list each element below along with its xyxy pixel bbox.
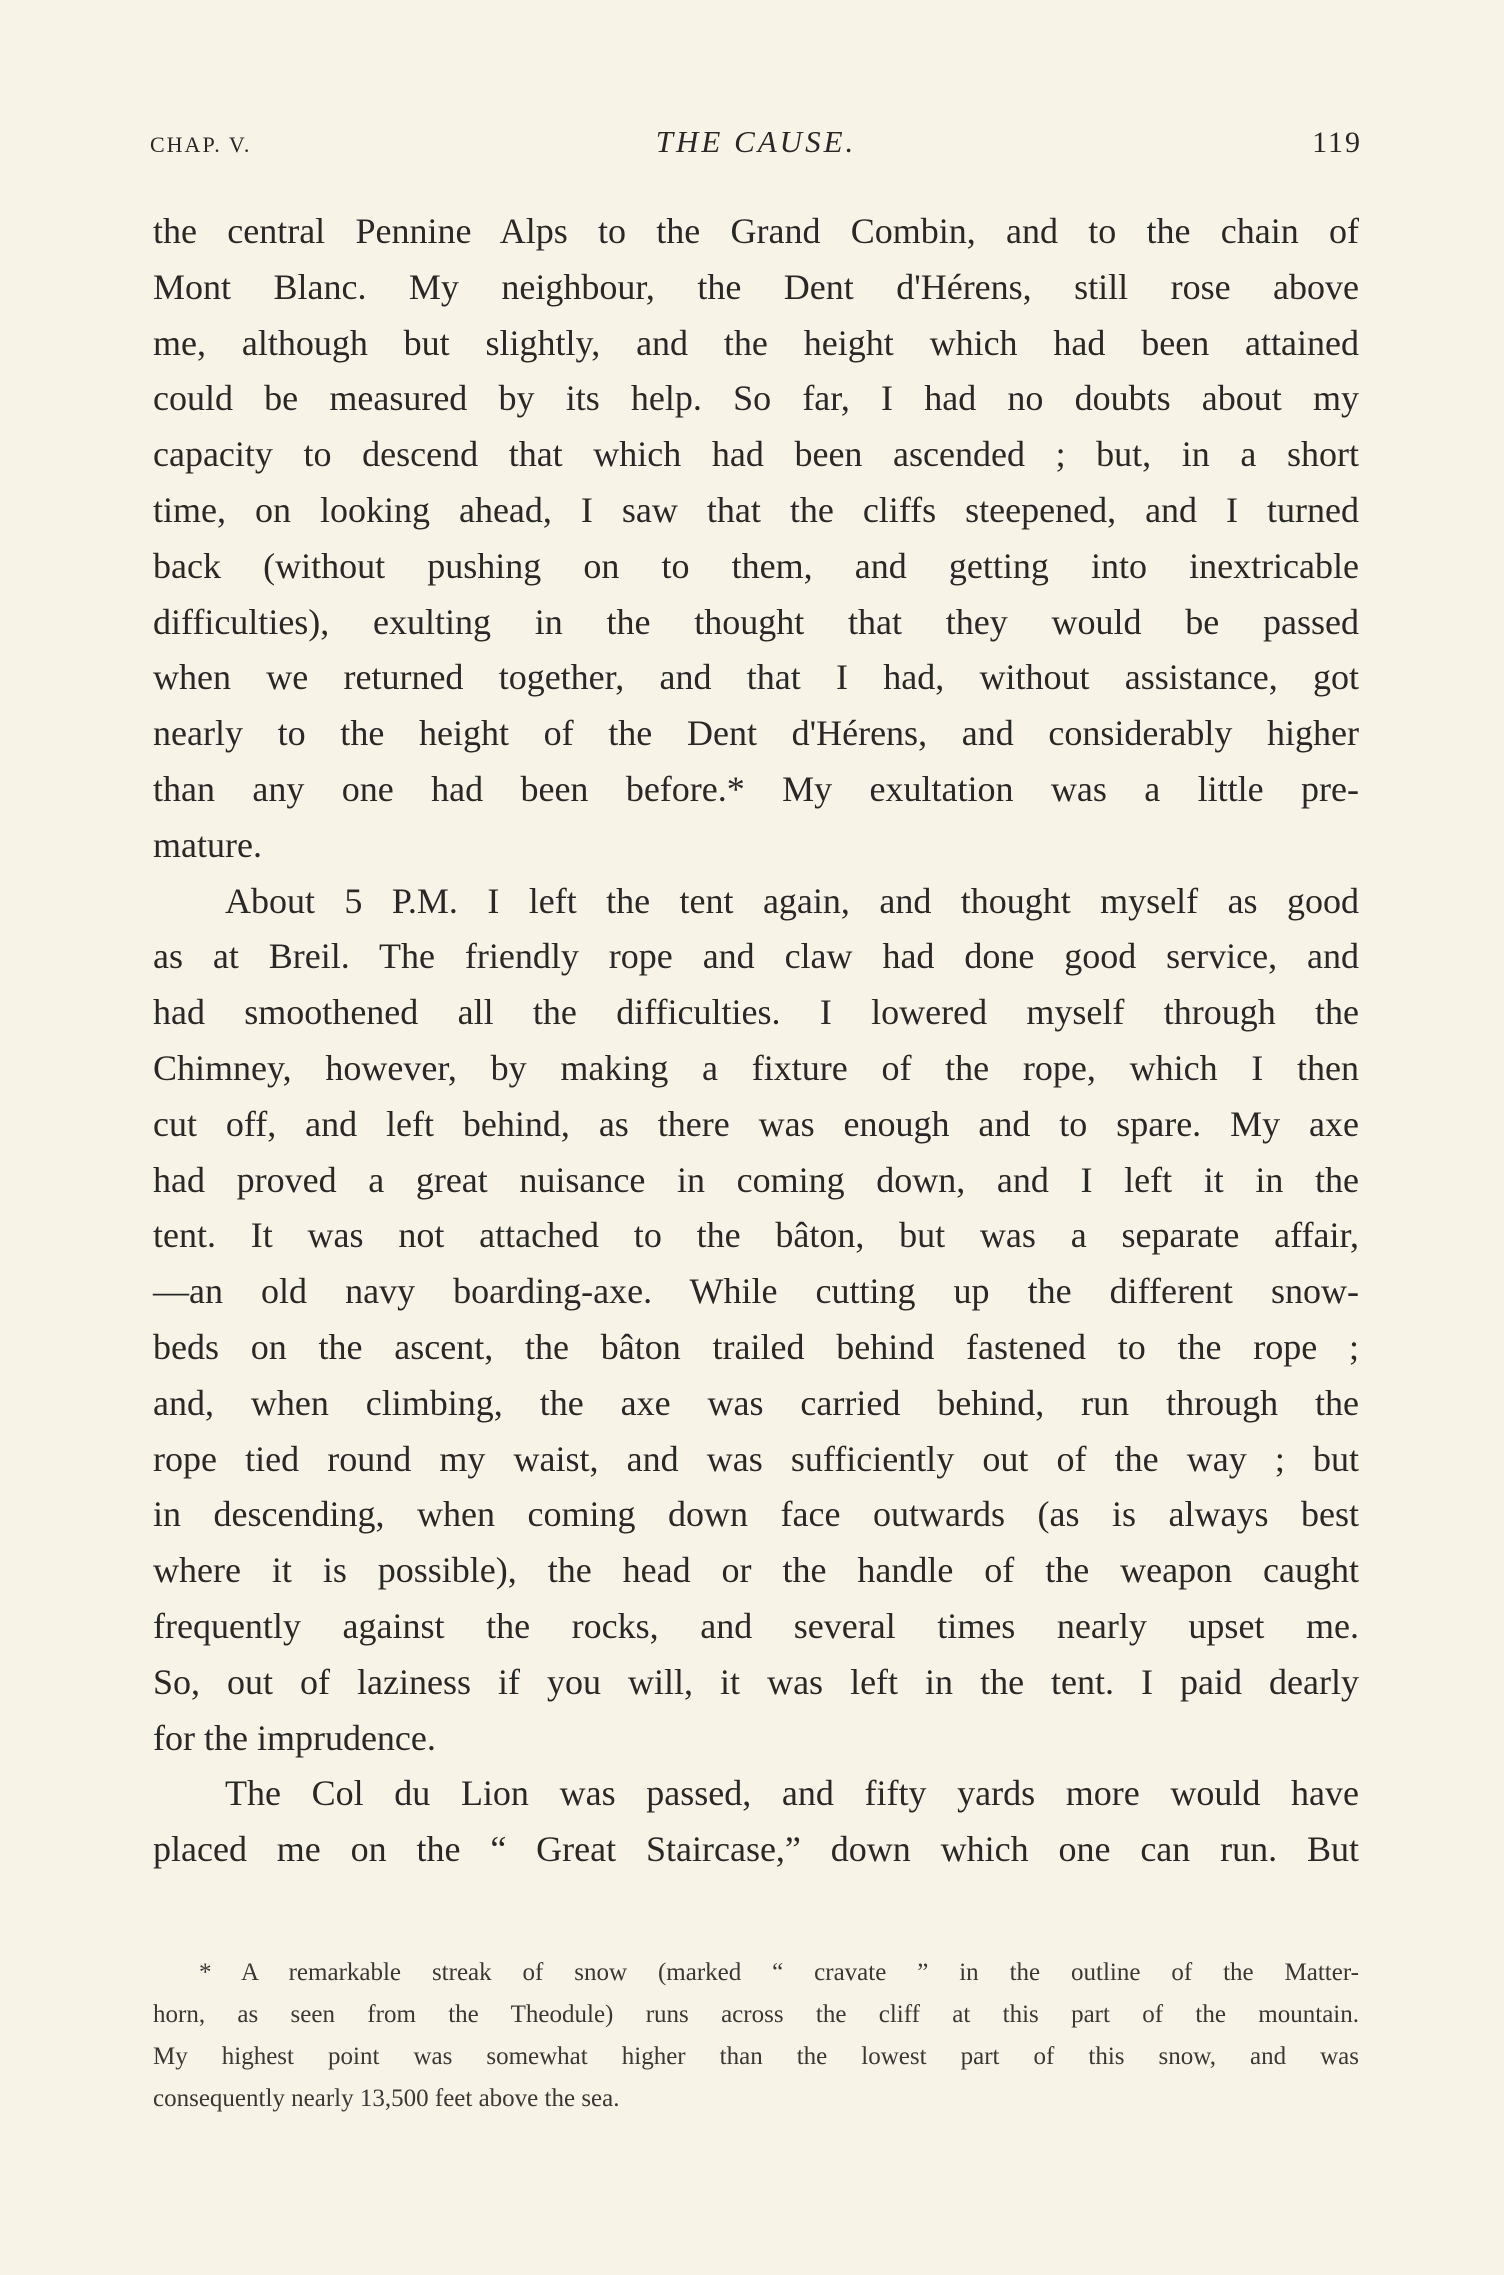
- page-title: THE CAUSE.: [655, 124, 857, 159]
- text-line: me, although but slightly, and the height which had been attained: [153, 322, 1359, 363]
- footnote-line: * A remarkable streak of snow (marked “ cravate ” in the outline of the Matter-: [199, 1959, 1359, 1986]
- text-line: nearly to the height of the Dent d'Hérens, and considerably higher: [153, 713, 1359, 754]
- text-line: Chimney, however, by making a fixture of the rope, which I then: [153, 1047, 1359, 1088]
- text-line: back (without pushing on to them, and getting into inextricable: [153, 545, 1359, 586]
- text-line: the central Pennine Alps to the Grand Combin, and to the chain of: [153, 211, 1359, 251]
- text-line: mature.: [153, 824, 262, 865]
- text-line: than any one had been before.* My exultation was a little pre-: [153, 768, 1359, 809]
- footnote-line: My highest point was somewhat higher than the lowest part of this snow, and was: [153, 2043, 1359, 2070]
- text-line: difficulties), exulting in the thought that they would be passed: [153, 601, 1359, 642]
- text-line: placed me on the “ Great Staircase,” down which one can run. But: [153, 1829, 1359, 1870]
- text-line: About 5 P.M. I left the tent again, and thought myself as good: [225, 880, 1359, 921]
- text-line: cut off, and left behind, as there was enough and to spare. My axe: [153, 1103, 1359, 1144]
- running-head: [150, 118, 1362, 168]
- text-line: and, when climbing, the axe was carried behind, run through the: [153, 1382, 1359, 1423]
- text-line: frequently against the rocks, and several times nearly upset me.: [153, 1605, 1359, 1646]
- footnote: [153, 1952, 1359, 2120]
- text-line: in descending, when coming down face outwards (as is always best: [153, 1494, 1359, 1535]
- text-line: capacity to descend that which had been ascended ; but, in a short: [153, 434, 1359, 475]
- text-line: as at Breil. The friendly rope and claw had done good service, and: [153, 936, 1359, 977]
- text-line: The Col du Lion was passed, and fifty yards more would have: [225, 1773, 1359, 1814]
- text-line: —an old navy boarding-axe. While cutting up the different snow-: [153, 1271, 1359, 1312]
- footnote-line: consequently nearly 13,500 feet above the sea.: [153, 2085, 620, 2112]
- text-line: beds on the ascent, the bâton trailed behind fastened to the rope ;: [153, 1326, 1359, 1367]
- text-line: So, out of laziness if you will, it was left in the tent. I paid dearly: [153, 1661, 1359, 1702]
- text-line: time, on looking ahead, I saw that the cliffs steepened, and I turned: [153, 489, 1359, 530]
- page-number: 119: [1312, 126, 1362, 159]
- text-line: Mont Blanc. My neighbour, the Dent d'Hérens, still rose above: [153, 266, 1359, 307]
- body-text: [153, 204, 1359, 1878]
- text-line: when we returned together, and that I had, without assistance, got: [153, 657, 1359, 698]
- text-line: where it is possible), the head or the handle of the weapon caught: [153, 1550, 1359, 1591]
- footnote-line: horn, as seen from the Theodule) runs across the cliff at this part of the mountain.: [153, 2001, 1359, 2028]
- text-line: could be measured by its help. So far, I had no doubts about my: [153, 378, 1359, 419]
- text-line: had smoothened all the difficulties. I lowered myself through the: [153, 992, 1359, 1033]
- chapter-label: CHAP. V.: [150, 132, 252, 157]
- text-line: rope tied round my waist, and was sufficiently out of the way ; but: [153, 1438, 1359, 1479]
- text-line: had proved a great nuisance in coming down, and I left it in the: [153, 1159, 1359, 1200]
- text-line: for the imprudence.: [153, 1717, 436, 1758]
- text-line: tent. It was not attached to the bâton, but was a separate affair,: [153, 1215, 1359, 1256]
